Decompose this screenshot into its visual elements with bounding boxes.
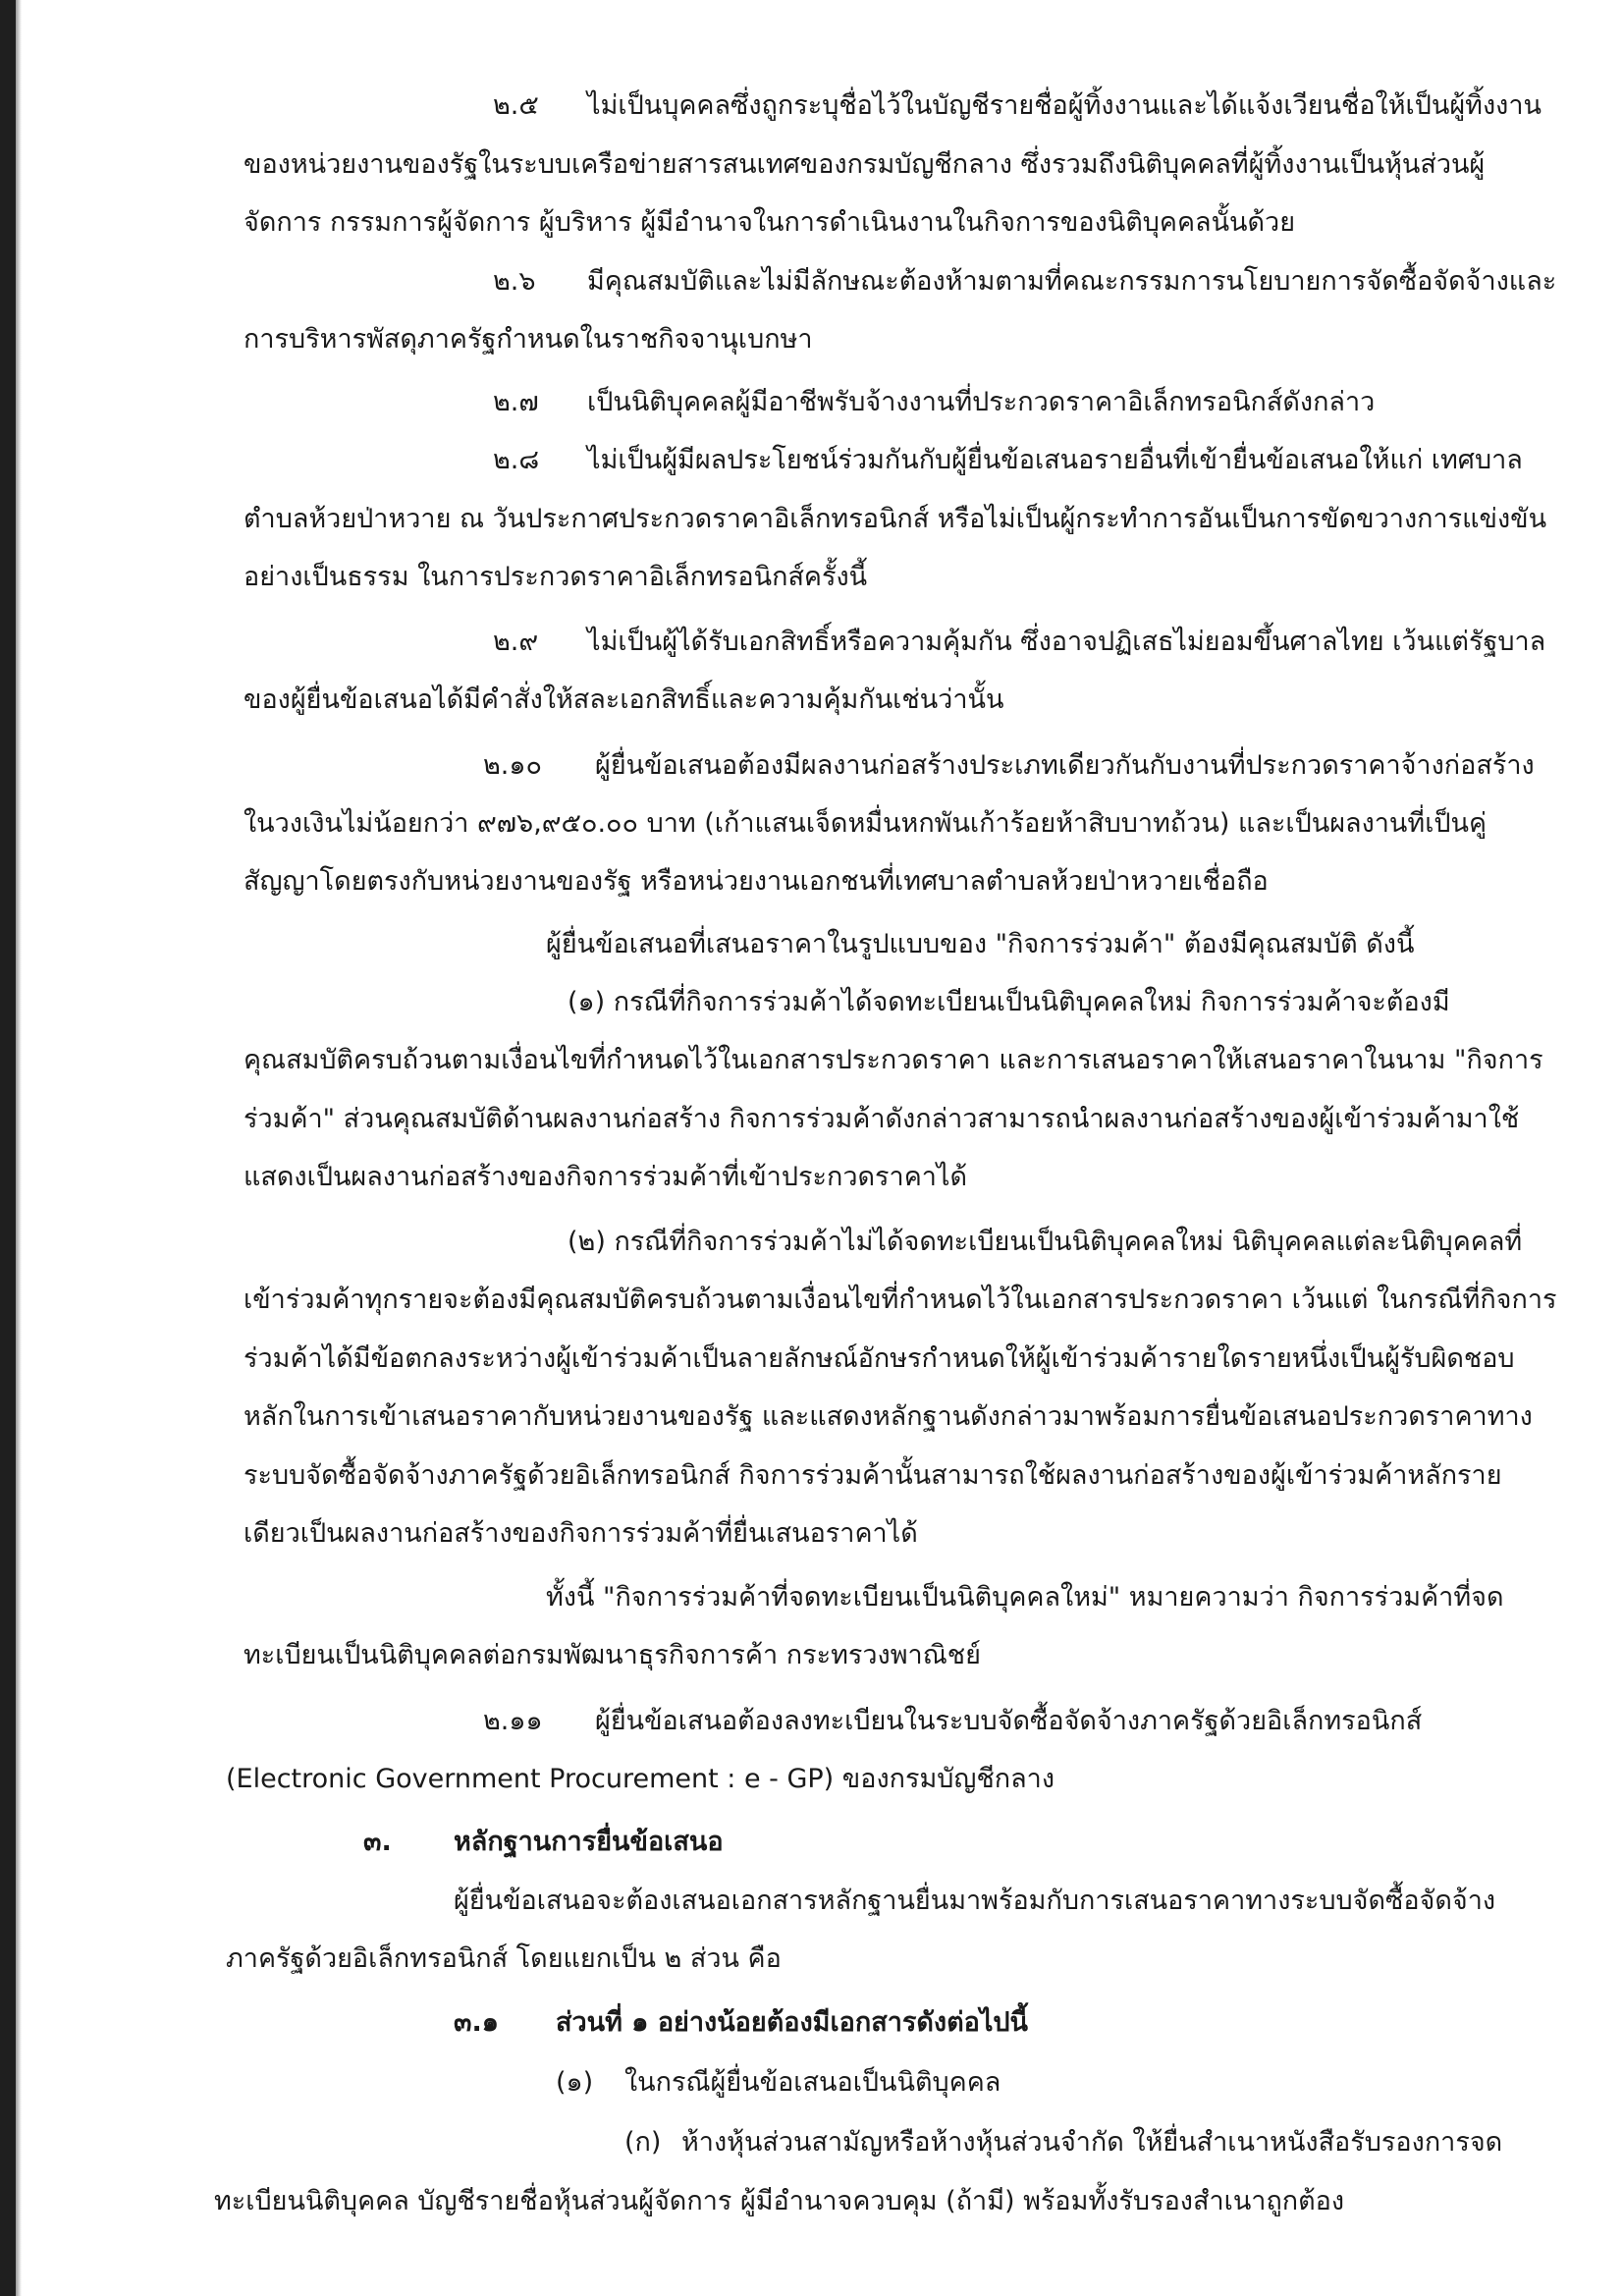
clause-text: เป็นนิติบุคคลผู้มีอาชีพรับจ้างงานที่ประกวดราคาอิเล็กทรอนิกส์ดังกล่าว [587, 387, 1376, 417]
paragraph-line: เข้าร่วมค้าทุกรายจะต้องมีคุณสมบัติครบถ้วนตามเงื่อนไขที่กำหนดไว้ในเอกสารประกวดราคา เว้นแต่ ในกรณีที่กิจการ [243, 1285, 1557, 1315]
section-title: หลักฐานการยื่นข้อเสนอ [454, 1827, 724, 1857]
paragraph-line: ผู้ยื่นข้อเสนอจะต้องเสนอเอกสารหลักฐานยื่นมาพร้อมกับการเสนอราคาทางระบบจัดซื้อจัดจ้าง [454, 1886, 1496, 1916]
scan-edge [0, 0, 16, 2296]
clause-number: ๒.๑๐ [483, 750, 542, 781]
clause-2-8 [493, 441, 1523, 480]
paragraph-line: คุณสมบัติครบถ้วนตามเงื่อนไขที่กำหนดไว้ในเอกสารประกวดราคา และการเสนอราคาให้เสนอราคาในนาม "กิจการ [243, 1045, 1543, 1075]
paragraph-line: ของหน่วยงานของรัฐในระบบเครือข่ายสารสนเทศของกรมบัญชีกลาง ซึ่งรวมถึงนิติบุคคลที่ผู้ทิ้งงานเป็นหุ้นส่วนผู้ [243, 149, 1486, 180]
item-number: (๑) [556, 2067, 594, 2098]
section-3-heading [363, 1823, 724, 1862]
joint-venture-intro: ผู้ยื่นข้อเสนอที่เสนอราคาในรูปแบบของ "กิจการร่วมค้า" ต้องมีคุณสมบัติ ดังนี้ [546, 929, 1415, 959]
item-1-a [624, 2123, 1502, 2162]
clause-number: ๒.๖ [493, 266, 536, 297]
item-number: (ก) [624, 2127, 662, 2158]
clause-2-9 [493, 623, 1545, 662]
clause-text: ไม่เป็นบุคคลซึ่งถูกระบุชื่อไว้ในบัญชีรายชื่อผู้ทิ้งงานและได้แจ้งเวียนชื่อให้เป็นผู้ทิ้งงาน [587, 90, 1542, 121]
paragraph-line: ทะเบียนนิติบุคคล บัญชีรายชื่อหุ้นส่วนผู้จัดการ ผู้มีอำนาจควบคุม (ถ้ามี) พร้อมทั้งรับรองสำเนาถูกต้อง [214, 2186, 1345, 2216]
joint-venture-case-2: (๒) กรณีที่กิจการร่วมค้าไม่ได้จดทะเบียนเป็นนิติบุคคลใหม่ นิติบุคคลแต่ละนิติบุคคลที่ [568, 1227, 1523, 1257]
item-1 [556, 2063, 1001, 2103]
joint-venture-case-1: (๑) กรณีที่กิจการร่วมค้าได้จดทะเบียนเป็นนิติบุคคลใหม่ กิจการร่วมค้าจะต้องมี [568, 987, 1450, 1017]
clause-2-10 [483, 746, 1535, 786]
paragraph-line: ร่วมค้า" ส่วนคุณสมบัติด้านผลงานก่อสร้าง กิจการร่วมค้าดังกล่าวสามารถนำผลงานก่อสร้างของผู้เข้าร่วมค้ามาใช้ [243, 1104, 1520, 1134]
clause-text: ไม่เป็นผู้ได้รับเอกสิทธิ์หรือความคุ้มกัน ซึ่งอาจปฏิเสธไม่ยอมขึ้นศาลไทย เว้นแต่รัฐบาล [587, 627, 1546, 657]
section-3-1-heading [454, 2003, 1028, 2043]
clause-text: ผู้ยื่นข้อเสนอต้องมีผลงานก่อสร้างประเภทเดียวกันกับงานที่ประกวดราคาจ้างก่อสร้าง [595, 750, 1535, 781]
clause-number: ๒.๑๑ [483, 1706, 543, 1736]
paragraph-line: เดียวเป็นผลงานก่อสร้างของกิจการร่วมค้าที่ยื่นเสนอราคาได้ [243, 1518, 918, 1549]
clause-text: ผู้ยื่นข้อเสนอต้องลงทะเบียนในระบบจัดซื้อจัดจ้างภาครัฐด้วยอิเล็กทรอนิกส์ [595, 1706, 1423, 1736]
clause-number: ๒.๕ [493, 90, 539, 121]
paragraph-line: หลักในการเข้าเสนอราคากับหน่วยงานของรัฐ และแสดงหลักฐานดังกล่าวมาพร้อมการยื่นข้อเสนอประกวดราคาทาง [243, 1401, 1533, 1432]
item-text: ห้างหุ้นส่วนสามัญหรือห้างหุ้นส่วนจำกัด ให้ยื่นสำเนาหนังสือรับรองการจด [681, 2127, 1503, 2158]
clause-number: ๒.๙ [493, 627, 539, 657]
clause-2-7 [493, 383, 1375, 422]
paragraph-line: (Electronic Government Procurement : e - GP) ของกรมบัญชีกลาง [226, 1764, 1055, 1794]
section-title: ส่วนที่ ๑ อย่างน้อยต้องมีเอกสารดังต่อไปนี้ [556, 2007, 1029, 2038]
clause-text: มีคุณสมบัติและไม่มีลักษณะต้องห้ามตามที่คณะกรรมการนโยบายการจัดซื้อจัดจ้างและ [587, 266, 1557, 297]
scan-edge-shadow [16, 0, 22, 2296]
definition-line: ทั้งนี้ "กิจการร่วมค้าที่จดทะเบียนเป็นนิติบุคคลใหม่" หมายความว่า กิจการร่วมค้าที่จด [546, 1582, 1504, 1613]
paragraph-line: ทะเบียนเป็นนิติบุคคลต่อกรมพัฒนาธุรกิจการค้า กระทรวงพาณิชย์ [243, 1640, 981, 1670]
paragraph-line: ระบบจัดซื้อจัดจ้างภาครัฐด้วยอิเล็กทรอนิกส์ กิจการร่วมค้านั้นสามารถใช้ผลงานก่อสร้างของผู้เข้าร่วมค้าหลักราย [243, 1460, 1502, 1491]
paragraph-line: ภาครัฐด้วยอิเล็กทรอนิกส์ โดยแยกเป็น ๒ ส่วน คือ [226, 1943, 782, 1974]
section-number: ๓. [363, 1827, 392, 1857]
paragraph-line: ในวงเงินไม่น้อยกว่า ๙๗๖,๙๕๐.๐๐ บาท (เก้าแสนเจ็ดหมื่นหกพันเก้าร้อยห้าสิบบาทถ้วน) และเป็นผลงานที่เป็นคู่ [243, 808, 1488, 839]
paragraph-line: แสดงเป็นผลงานก่อสร้างของกิจการร่วมค้าที่เข้าประกวดราคาได้ [243, 1162, 968, 1192]
clause-number: ๒.๘ [493, 445, 540, 475]
clause-text: ไม่เป็นผู้มีผลประโยชน์ร่วมกันกับผู้ยื่นข้อเสนอรายอื่นที่เข้ายื่นข้อเสนอให้แก่ เทศบาล [587, 445, 1523, 475]
clause-number: ๒.๗ [493, 387, 539, 417]
paragraph-line: ร่วมค้าได้มีข้อตกลงระหว่างผู้เข้าร่วมค้าเป็นลายลักษณ์อักษรกำหนดให้ผู้เข้าร่วมค้ารายใดรายหนึ่งเป็นผู้รับผิดชอบ [243, 1343, 1515, 1374]
paragraph-line: จัดการ กรรมการผู้จัดการ ผู้บริหาร ผู้มีอำนาจในการดำเนินงานในกิจการของนิติบุคคลนั้นด้วย [243, 207, 1296, 238]
item-text: ในกรณีผู้ยื่นข้อเสนอเป็นนิติบุคคล [624, 2067, 1001, 2098]
clause-2-5 [493, 86, 1542, 126]
section-number: ๓.๑ [454, 2007, 499, 2038]
paragraph-line: สัญญาโดยตรงกับหน่วยงานของรัฐ หรือหน่วยงานเอกชนที่เทศบาลตำบลห้วยป่าหวายเชื่อถือ [243, 866, 1269, 897]
paragraph-line: ตำบลห้วยป่าหวาย ณ วันประกาศประกวดราคาอิเล็กทรอนิกส์ หรือไม่เป็นผู้กระทำการอันเป็นการขัดขวางการแข่งขัน [243, 504, 1547, 534]
paragraph-line: การบริหารพัสดุภาครัฐกำหนดในราชกิจจานุเบกษา [243, 324, 813, 355]
paragraph-line: อย่างเป็นธรรม ในการประกวดราคาอิเล็กทรอนิกส์ครั้งนี้ [243, 562, 868, 592]
clause-2-6 [493, 262, 1556, 301]
clause-2-11 [483, 1702, 1422, 1741]
paragraph-line: ของผู้ยื่นข้อเสนอได้มีคำสั่งให้สละเอกสิทธิ์และความคุ้มกันเช่นว่านั้น [243, 684, 1004, 715]
